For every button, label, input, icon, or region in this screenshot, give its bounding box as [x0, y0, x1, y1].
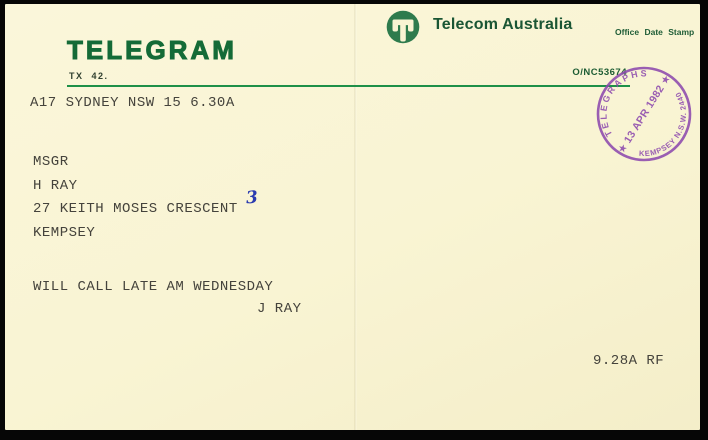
address-line: 27 KEITH MOSES CRESCENT	[33, 201, 238, 217]
address-line: KEMPSEY	[33, 224, 96, 241]
signature: J RAY	[257, 301, 302, 317]
green-rule	[67, 85, 630, 87]
address-line: H RAY	[33, 177, 78, 194]
message-text: WILL CALL LATE AM WEDNESDAY	[33, 279, 274, 295]
stamp-date: 13 APR 1982	[621, 83, 667, 146]
brand-name: Telecom Australia	[433, 16, 573, 33]
stamp-star-left: ★	[616, 142, 629, 155]
handwritten-annotation: 3	[245, 187, 259, 209]
serial-number: O/NC53674	[572, 67, 627, 78]
telecom-australia-logo-icon	[386, 10, 420, 44]
office-date-stamp	[575, 45, 708, 183]
address-block	[33, 151, 238, 245]
office-date-stamp-label: Office Date Stamp	[615, 27, 695, 37]
time-received: 9.28A RF	[593, 353, 665, 369]
stamp-star-right: ★	[659, 73, 672, 86]
address-line: MSGR	[33, 154, 69, 170]
fold-crease	[354, 4, 357, 430]
tx-form-number: TX 42.	[69, 71, 109, 81]
telegram-paper	[5, 4, 700, 430]
stamp-bottom-arc-text: KEMPSEY N.S.W. 2440	[638, 90, 689, 159]
stamp-top-arc-text: TELEGRAPHS	[598, 68, 650, 139]
telegram-wordmark: TELEGRAM	[67, 35, 237, 65]
routing-line: A17 SYDNEY NSW 15 6.30A	[30, 95, 235, 111]
